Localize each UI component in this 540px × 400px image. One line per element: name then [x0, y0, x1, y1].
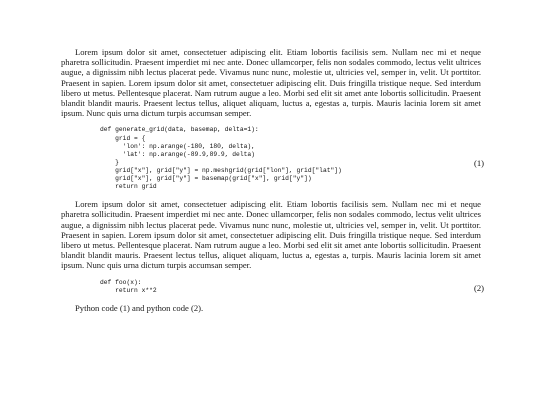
body-paragraph-1: Lorem ipsum dolor sit amet, consectetuer adipiscing elit. Etiam lobortis facilisis sem. Nullam nec mi et neque pharetra sollicitudin. Praesent imperdiet mi nec ante. Donec ullamcorper, felis non sodales commodo, lectus velit ultrices augue, a dignissim nibh lectus placerat pede. Vivamus nunc nunc, molestie ut, ultricies vel, semper in, velit. Ut porttitor. Praesent in sapien. Lorem ipsum dolor sit amet, consectetuer adipiscing elit. Duis fringilla tristique neque. Sed interdum libero ut metus. Pellentesque placerat. Nam rutrum augue a leo. Morbi sed elit sit amet ante lobortis sollicitudin. Praesent blandit blandit mauris. Praesent lectus tellus, aliquet aliquam, luctus a, egestas a, turpis. Mauris lacinia lorem sit amet ipsum. Nunc quis urna dictum turpis accumsan semper. [61, 47, 481, 119]
code-listing-1 [61, 126, 484, 191]
code-line: 'lat': np.arange(-89.9,89.9, delta) [100, 150, 255, 158]
equation-number-1: (1) [473, 158, 484, 169]
code-line: def generate_grid(data, basemap, delta=1): [100, 126, 259, 134]
listing-caption: Python code (1) and python code (2). [75, 302, 204, 313]
code-line: 'lon': np.arange(-180, 180, delta), [100, 142, 255, 150]
code-listing-2 [61, 278, 484, 295]
code-line: grid["x"], grid["y"] = np.meshgrid(grid["lon"], grid["lat"]) [100, 166, 342, 174]
document-page [61, 47, 484, 313]
code-line: def foo(x): [100, 278, 142, 286]
code-line: grid["x"], grid["y"] = basemap(grid["x"], grid["y"]) [100, 174, 312, 182]
equation-number-2: (2) [473, 282, 484, 293]
code-line: } [100, 158, 119, 166]
code-line: return grid [100, 183, 157, 191]
code-line: return x**2 [100, 286, 157, 294]
body-paragraph-2: Lorem ipsum dolor sit amet, consectetuer adipiscing elit. Etiam lobortis facilisis sem. Nullam nec mi et neque pharetra sollicitudin. Praesent imperdiet mi nec ante. Donec ullamcorper, felis non sodales commodo, lectus velit ultrices augue, a dignissim nibh lectus placerat pede. Vivamus nunc nunc, molestie ut, ultricies vel, semper in, velit. Ut porttitor. Praesent in sapien. Lorem ipsum dolor sit amet, consectetuer adipiscing elit. Duis fringilla tristique neque. Sed interdum libero ut metus. Pellentesque placerat. Nam rutrum augue a leo. Morbi sed elit sit amet ante lobortis sollicitudin. Praesent blandit blandit mauris. Praesent lectus tellus, aliquet aliquam, luctus a, egestas a, turpis. Mauris lacinia lorem sit amet ipsum. Nunc quis urna dictum turpis accumsan semper. [61, 199, 481, 271]
code-line: grid = { [100, 134, 146, 142]
